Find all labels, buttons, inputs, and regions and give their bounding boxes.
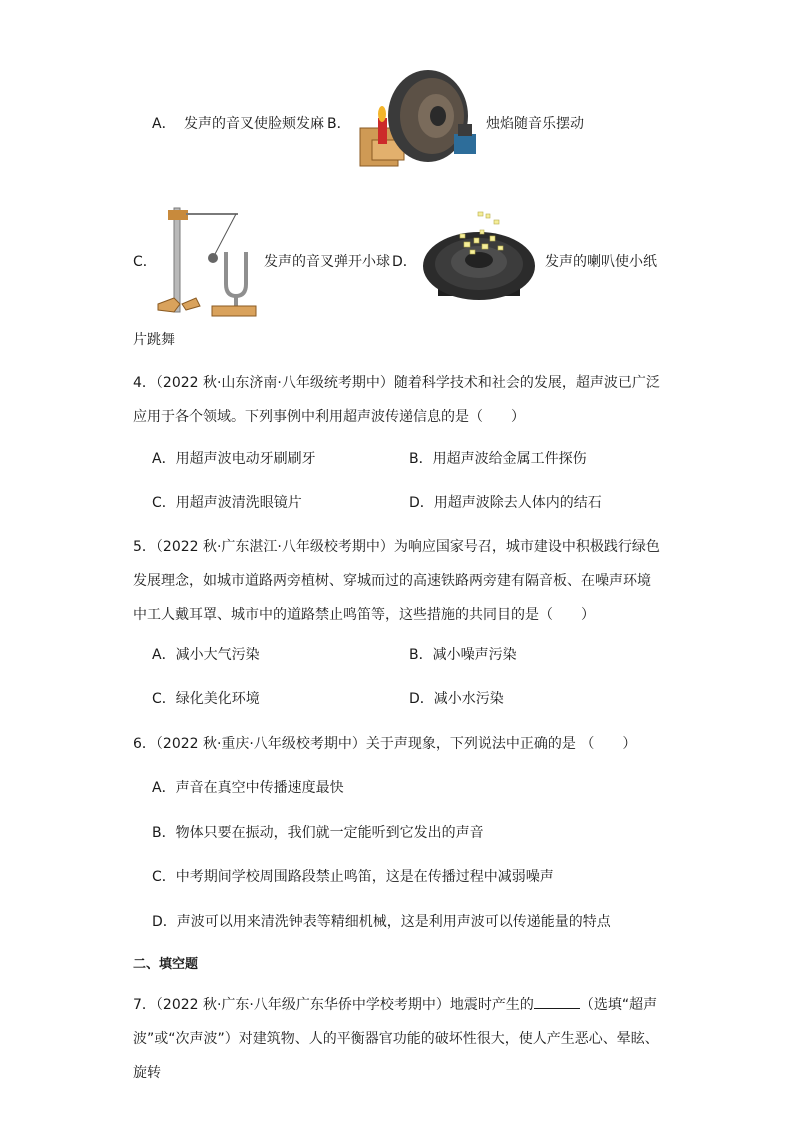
q5-option-b: B．减小噪声污染 bbox=[409, 647, 517, 663]
option-d-label: D． bbox=[392, 254, 417, 270]
section-title-fill-in: 二、填空题 bbox=[133, 957, 199, 972]
q4-option-b: B．用超声波给金属工件探伤 bbox=[409, 451, 587, 467]
option-b-label: B． bbox=[327, 116, 351, 132]
q5-option-a: A．减小大气污染 bbox=[152, 647, 260, 663]
option-a-label: A． bbox=[152, 116, 176, 132]
q6-option-b: B．物体只要在振动，我们就一定能听到它发出的声音 bbox=[152, 825, 484, 841]
tuning-fork-ball-figure bbox=[156, 200, 261, 320]
candle-speaker-figure bbox=[358, 68, 483, 170]
question-7-stem bbox=[133, 988, 663, 1090]
q4-option-c: C．用超声波清洗眼镜片 bbox=[152, 495, 302, 511]
q4-option-a: A．用超声波电动牙刷刷牙 bbox=[152, 451, 316, 467]
q6-option-a: A．声音在真空中传播速度最快 bbox=[152, 780, 344, 796]
option-c-text: 发声的音叉弹开小球 bbox=[264, 254, 390, 270]
question-4-stem: 4．（2022 秋·山东济南·八年级统考期中）随着科学技术和社会的发展，超声波已广泛应用于各个领域。下列事例中利用超声波传递信息的是（ ） bbox=[133, 375, 660, 425]
q6-option-d: D．声波可以用来清洗钟表等精细机械，这是利用声波可以传递能量的特点 bbox=[152, 914, 611, 930]
option-b-text: 烛焰随音乐摆动 bbox=[486, 116, 584, 132]
speaker-paper-bits-figure bbox=[420, 208, 538, 306]
q7-stem-before: 7．（2022 秋·广东·八年级广东华侨中学校考期中）地震时产生的 bbox=[133, 997, 534, 1013]
option-d-text-line2: 片跳舞 bbox=[133, 332, 175, 348]
q5-option-c: C．绿化美化环境 bbox=[152, 691, 260, 707]
q7-answer-blank bbox=[534, 994, 580, 1009]
option-a-text: 发声的音叉使脸颊发麻 bbox=[184, 116, 324, 132]
question-5-stem: 5．（2022 秋·广东湛江·八年级校考期中）为响应国家号召，城市建设中积极践行绿色发展理念，如城市道路两旁植树、穿城而过的高速铁路两旁建有隔音板、在噪声环境中工人戴耳罩、城市中的道路禁止鸣笛等，这些措施的共同目的是（ ） bbox=[133, 539, 660, 623]
option-d-text-line1: 发声的喇叭使小纸 bbox=[545, 254, 657, 270]
q5-option-d: D．减小水污染 bbox=[409, 691, 504, 707]
q6-option-c: C．中考期间学校周围路段禁止鸣笛，这是在传播过程中减弱噪声 bbox=[152, 869, 554, 885]
q7-stem-after: （选填“超声波”或“次声波”）对建筑物、人的平衡器官功能的破坏性很大，使人产生恶心、晕眩、旋转 bbox=[133, 997, 659, 1081]
question-6-stem: 6．（2022 秋·重庆·八年级校考期中）关于声现象，下列说法中正确的是 （ ） bbox=[133, 736, 637, 752]
q4-option-d: D．用超声波除去人体内的结石 bbox=[409, 495, 602, 511]
option-c-label: C． bbox=[133, 254, 157, 270]
